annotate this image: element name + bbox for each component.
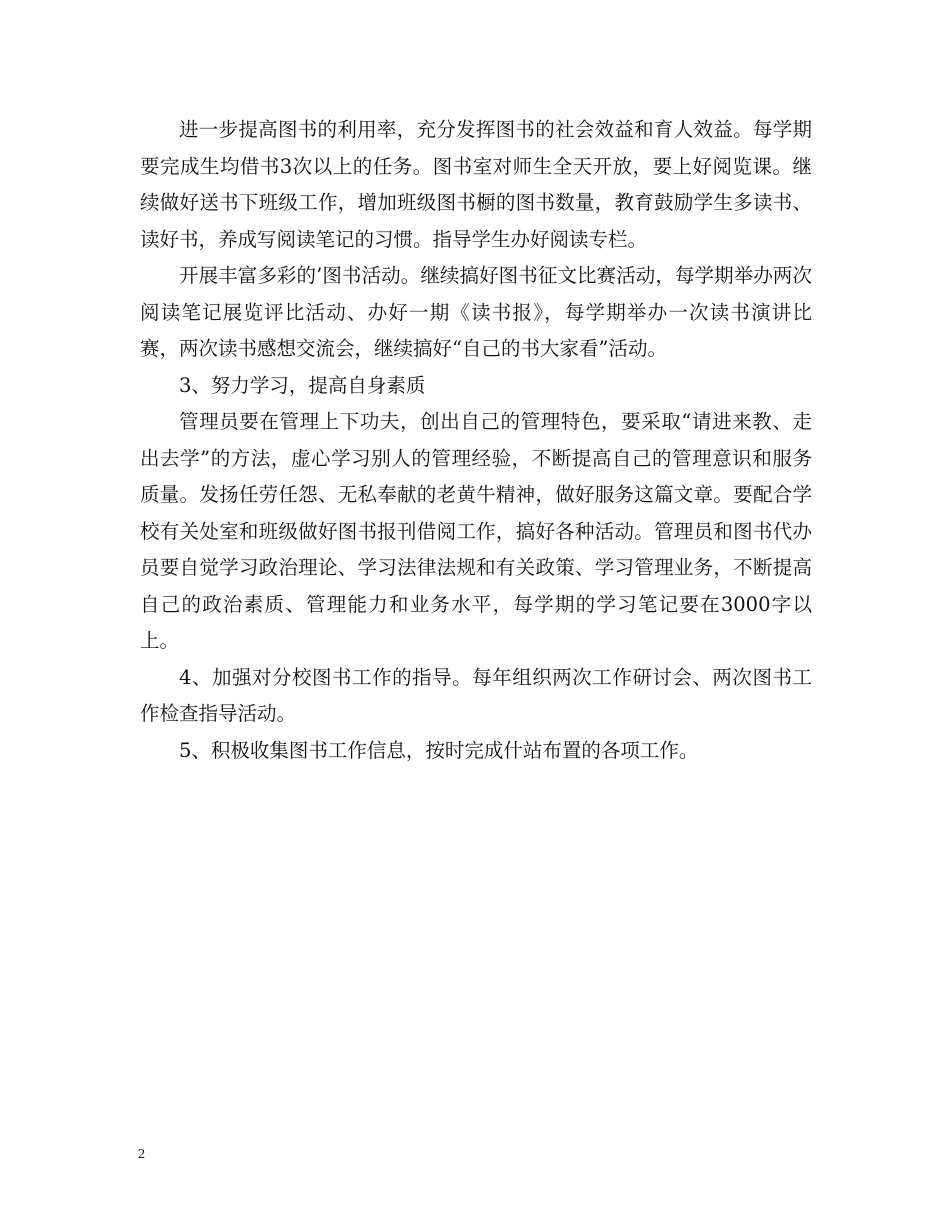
paragraph-reading-activities: 开展丰富多彩的’图书活动。继续搞好图书征文比赛活动，每学期举办两次阅读笔记展览评比活动、办好一期《读书报》，每学期举办一次读书演讲比赛，两次读书感想交流会，继续搞好“自己的书大家看”活动。 [140,264,812,360]
paragraph-library-utilization: 进一步提高图书的利用率，充分发挥图书的社会效益和育人效益。每学期要完成生均借书3次以上的任务。图书室对师生全天开放，要上好阅览课。继续做好送书下班级工作，增加班级图书橱的图书数量，教育鼓励学生多读书、读好书，养成写阅读笔记的习惯。指导学生办好阅读专栏。 [140,118,812,251]
paragraph-branch-guidance: 4、加强对分校图书工作的指导。每年组织两次工作研讨会、两次图书工作检查指导活动。 [140,665,812,725]
page-number: 2 [138,1147,145,1162]
paragraph-librarian-duties: 管理员要在管理上下功夫，创出自己的管理特色，要采取“请进来教、走出去学”的方法，虚心学习别人的管理经验，不断提高自己的管理意识和服务质量。发扬任劳任怨、无私奉献的老黄牛精神，做好服务这篇文章。要配合学校有关处室和班级做好图书报刊借阅工作，搞好各种活动。管理员和图书代办员要自觉学习政治理论、学习法律法规和有关政策、学习管理业务，不断提高自己的政治素质、管理能力和业务水平，每学期的学习笔记要在3000字以上。 [140,410,812,652]
section-heading-self-improvement: 3、努力学习，提高自身素质 [179,373,426,397]
paragraph-information-collection: 5、积极收集图书工作信息，按时完成什站布置的各项工作。 [179,738,699,762]
document-body [140,112,812,769]
